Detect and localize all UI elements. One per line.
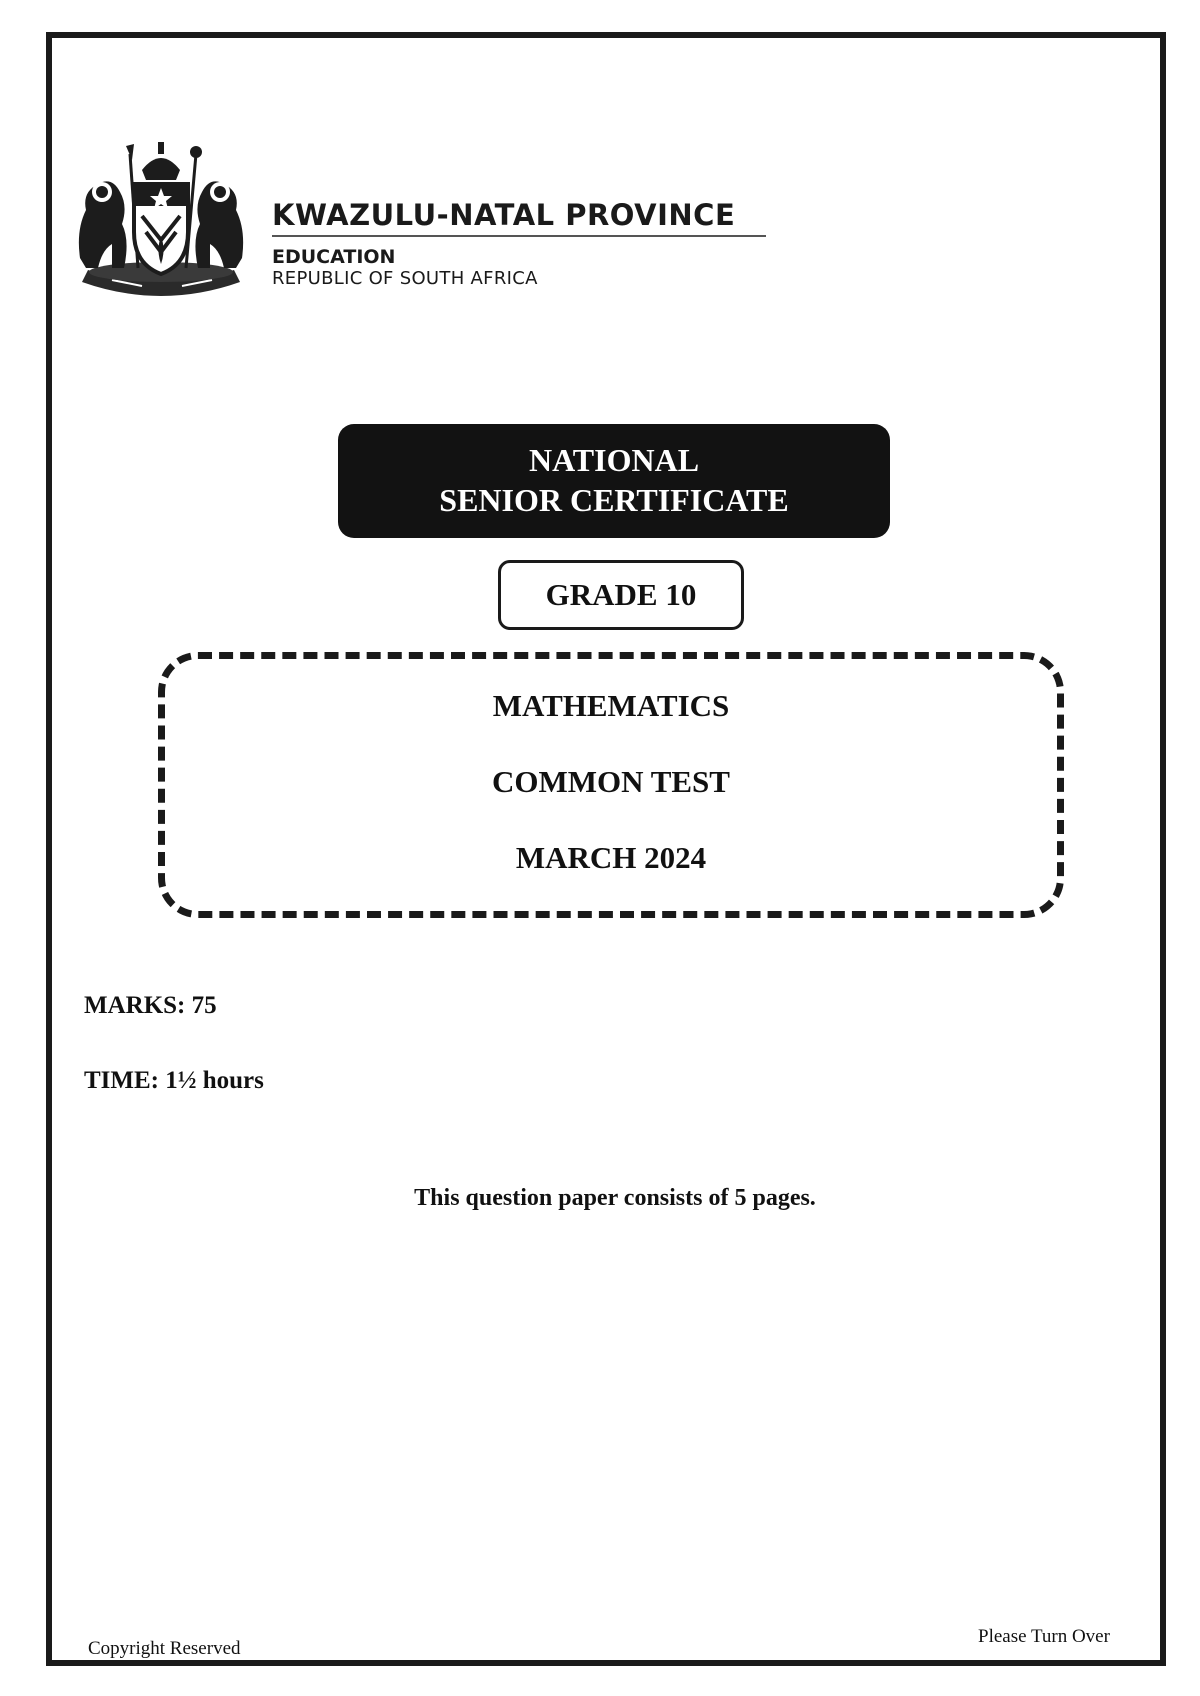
certificate-line-1: NATIONAL (528, 442, 700, 478)
time-label: TIME: 1½ hours (84, 1067, 264, 1094)
province-title: KWAZULU-NATAL PROVINCE (272, 198, 736, 232)
header-rule (272, 235, 766, 237)
department-name: EDUCATION (272, 246, 396, 268)
subject-name: MATHEMATICS (492, 688, 730, 723)
copyright-footer: Copyright Reserved (88, 1638, 241, 1659)
test-name: COMMON TEST (492, 764, 730, 799)
test-date: MARCH 2024 (515, 840, 707, 875)
turn-over-footer: Please Turn Over (978, 1626, 1110, 1647)
grade-label: GRADE 10 (498, 560, 744, 630)
pages-note: This question paper consists of 5 pages. (414, 1185, 816, 1211)
marks-label: MARKS: 75 (84, 992, 217, 1019)
country-name: REPUBLIC OF SOUTH AFRICA (272, 268, 538, 289)
coat-of-arms-icon (72, 140, 250, 304)
certificate-banner (338, 424, 890, 538)
certificate-line-2: SENIOR CERTIFICATE (439, 482, 789, 518)
